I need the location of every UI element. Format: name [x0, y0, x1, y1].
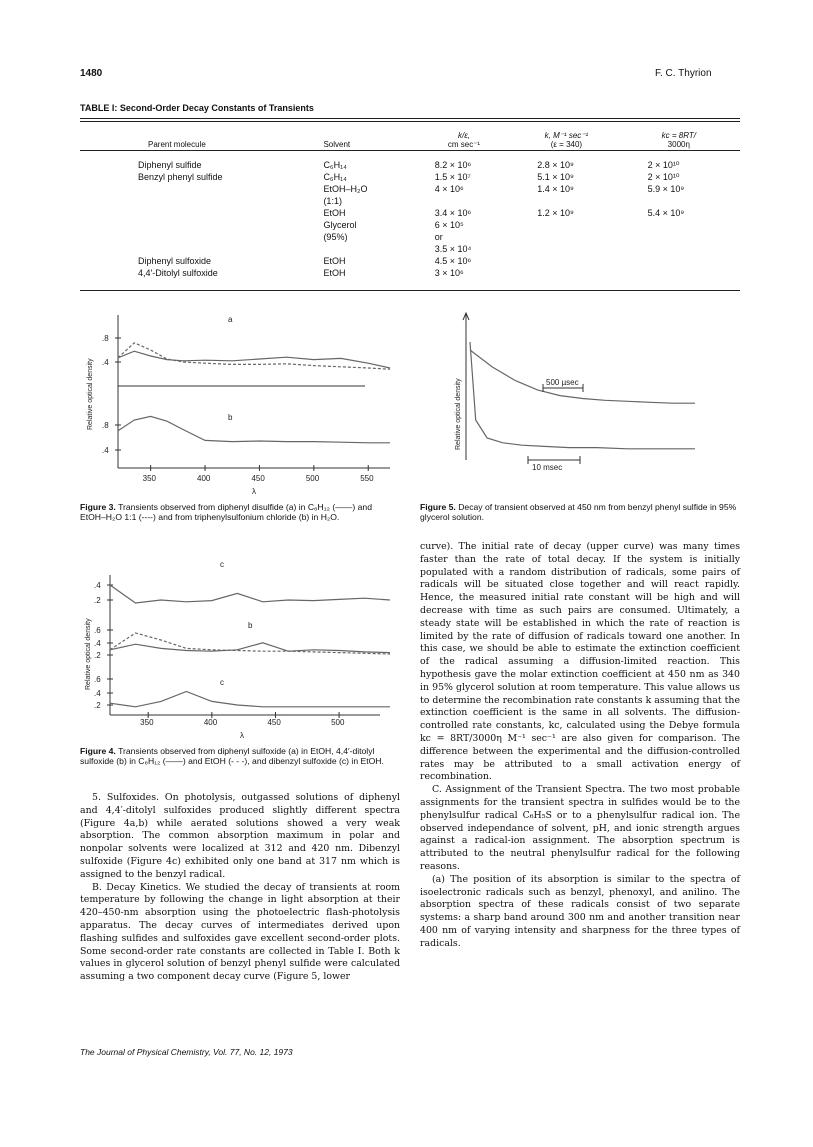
table-cell: Benzyl phenyl sulfide	[138, 172, 223, 182]
right-column-text	[420, 541, 740, 951]
table-row	[80, 267, 740, 279]
series-line-dashed-a	[118, 343, 390, 369]
series-line-upper	[470, 350, 695, 403]
y-tick-label: .8	[102, 421, 109, 430]
panel-label-b: b	[248, 621, 253, 630]
table-cell: 8.2 × 10⁶	[434, 160, 472, 170]
table-cell	[618, 231, 740, 243]
col-kc: kc = 8RT/ 3000η	[661, 131, 696, 149]
table-row	[80, 207, 740, 219]
x-tick-label: 450	[267, 718, 281, 727]
x-tick-label: 550	[360, 474, 374, 483]
figure-5-chart	[450, 310, 700, 498]
table-bottom-rule	[80, 290, 740, 291]
series-line-c	[110, 692, 390, 707]
table-cell: C₆H₁₄	[323, 172, 347, 182]
table-cell: 2 × 10¹⁰	[647, 160, 680, 170]
paragraph: B. Decay Kinetics. We studied the decay of transients at room temperature by following the change in light absorption at their 420–450-nm absorption using the photoelectric flash-photolysis apparatus. The decay curves of intermediates derived upon flashing sulfides and sulfoxides gave excellent second-order plots. Some second-order rate constants are collected in Table I. Both k values in glycerol solution of benzyl phenyl sulfide were calculated assuming a two component decay curve (Figure 5, lower	[80, 881, 400, 983]
table-cell	[515, 231, 617, 243]
panel-label-a: c	[220, 560, 224, 569]
table-top-rule	[80, 118, 740, 119]
table-cell	[291, 243, 412, 255]
paragraph: C. Assignment of the Transient Spectra. The two most probable assignments for the transient spectra in sulfides would be to the phenylsulfur radical C₆H₅S or to a phenylsulfur radical ion. The observed independance of solvent, pH, and ionic strength argues against a radical-ion assignment. The absorption spectrum is attributed to the neutral phenylsulfur radical for the following reasons.	[420, 784, 740, 872]
x-tick-label: 350	[140, 718, 154, 727]
paragraph: 5. Sulfoxides. On photolysis, outgassed solutions of diphenyl and 4,4′-ditolyl sulfoxides produced slightly different spectra (Figure 4a,b) while aerated solutions showed a very weak absorption. The common absorption maximum in polar and nonpolar solvents were localized at 312 and 420 nm. Dibenzyl sulfoxide (Figure 4c) exhibited only one band at 317 nm which is assigned to the benzyl radical.	[80, 792, 400, 880]
table-cell: 2 × 10¹⁰	[647, 172, 680, 182]
table-row	[80, 149, 740, 171]
y-tick-label: .8	[102, 334, 109, 343]
figure-3-chart	[80, 310, 400, 498]
figure-4-chart	[80, 555, 400, 745]
table-cell	[515, 243, 617, 255]
table-cell: EtOH–H₂O	[323, 184, 368, 194]
y-axis-label: Relative optical density	[455, 378, 462, 450]
page-number: 1480	[80, 68, 103, 79]
paragraph: curve). The initial rate of decay (upper curve) was many times faster than the rate of total decay. If the system is initially populated with a random distribution of radicals, some pairs of radicals will be situated close together and will react rapidly. Hence, the measured initial rate constant will be high and will decrease with time as such pairs are consumed. Ultimately, a steady state will be established in which the rate of reaction is limited by the rate of diffusion of radicals toward one another. In this case, we should be able to estimate the extinction coefficient of the radical assuming a diffusion-limited reaction. This hypothesis gave the molar extinction coefficient at 450 nm as 340 in 95% glycerol solution at room temperature. This value allows us to determine the recombination rate constants k assuming that the extinction coefficient is the same in all solvents. The diffusion-controlled rate constants, kc, calculated using the Debye formula kc = 8RT/3000η M⁻¹ sec⁻¹ are also given for comparison. The difference between the experimental and the diffusion-controlled rates may be attributed to a small activation energy of recombination.	[420, 541, 740, 783]
paragraph: (a) The position of its absorption is similar to the spectra of isoelectronic radicals such as benzyl, phenoxyl, and anilino. The absorption spectra of these radicals consist of two separate systems: a sharp band around 300 nm and another transition near 400 nm of varying intensity and sharpness for the three types of radicals.	[420, 873, 740, 949]
table-row	[80, 243, 740, 255]
table-cell: 1.2 × 10⁹	[537, 208, 574, 218]
table-title: TABLE I: Second-Order Decay Constants of Transients	[80, 103, 314, 113]
table-cell: 4,4′-Ditolyl sulfoxide	[138, 268, 218, 278]
table-cell	[80, 207, 291, 219]
table-cell: 5.9 × 10⁹	[647, 184, 685, 194]
table-cell	[515, 267, 617, 279]
table-cell	[618, 195, 740, 207]
x-tick-label: 400	[203, 718, 218, 727]
figure-4-caption: Figure 4. Transients observed from diphenyl sulfoxide (a) in EtOH, 4,4′-ditolyl sulfoxide (b) in C₆H₁₂ (——) and EtOH (- - -), and dibenzyl sulfoxide (c) in EtOH.	[80, 746, 384, 766]
y-tick-label: .6	[94, 675, 101, 684]
table-row	[80, 255, 740, 267]
table-top-rule-2	[80, 121, 740, 122]
table-cell: 3.4 × 10⁶	[434, 208, 472, 218]
series-line-b	[118, 416, 390, 442]
table-cell: 1.5 × 10⁷	[434, 172, 471, 182]
scale-label-500us: 500 µsec	[546, 378, 579, 387]
x-axis-label: λ	[252, 487, 256, 496]
table-cell: (95%)	[323, 232, 348, 242]
table-cell	[80, 219, 291, 231]
table-cell	[80, 231, 291, 243]
table-cell	[515, 219, 617, 231]
series-line-solid-a	[118, 351, 390, 368]
series-line-a	[110, 585, 390, 603]
panel-label-b: b	[228, 413, 233, 422]
table-cell: 4 × 10⁶	[434, 184, 464, 194]
table-cell: EtOH	[323, 208, 346, 218]
scale-label-10ms: 10 msec	[532, 463, 563, 472]
table-cell: 5.4 × 10⁹	[647, 208, 685, 218]
y-tick-label: .2	[94, 651, 101, 660]
panel-label-c: c	[220, 678, 224, 687]
x-tick-label: 400	[197, 474, 211, 483]
table-cell: Diphenyl sulfoxide	[138, 256, 212, 266]
table-cell: C₆H₁₄	[323, 160, 347, 170]
y-tick-label: .4	[102, 358, 109, 367]
table-cell: 6 × 10⁵	[434, 220, 464, 230]
y-axis-label: Relative optical density	[85, 618, 92, 690]
table-row	[80, 195, 740, 207]
table-cell: 1.4 × 10⁹	[537, 184, 574, 194]
table-cell: or	[434, 232, 443, 242]
table-cell: 3.5 × 10⁴	[434, 244, 472, 254]
y-axis-label: Relative optical density	[87, 358, 94, 430]
table-cell: 2.8 × 10⁹	[537, 160, 574, 170]
table-cell	[618, 267, 740, 279]
col-parent-molecule: Parent molecule	[148, 140, 206, 149]
y-tick-label: .6	[94, 626, 101, 635]
col-k-over-eps: k/ε, cm sec⁻¹	[447, 131, 481, 149]
x-tick-label: 450	[251, 474, 265, 483]
table-cell	[80, 195, 291, 207]
decay-constants-table	[80, 125, 740, 279]
series-line-lower	[470, 342, 695, 449]
table-cell	[618, 243, 740, 255]
table-cell: EtOH	[323, 268, 346, 278]
journal-footer: The Journal of Physical Chemistry, Vol. 77, No. 12, 1973	[80, 1047, 293, 1057]
y-tick-label: .2	[94, 701, 101, 710]
figure-5-caption: Figure 5. Decay of transient observed at 450 nm from benzyl phenyl sulfide in 95% glycerol solution.	[420, 502, 737, 522]
y-tick-label: .4	[102, 446, 109, 455]
table-cell	[618, 255, 740, 267]
left-column-text	[80, 792, 400, 984]
x-tick-label: 350	[142, 474, 156, 483]
table-cell: Diphenyl sulfide	[138, 160, 202, 170]
table-cell: Glycerol	[323, 220, 357, 230]
table-cell: EtOH	[323, 256, 346, 266]
table-row	[80, 171, 740, 183]
figure-3-caption: Figure 3. Transients observed from diphenyl disulfide (a) in C₆H₁₂ (——) and EtOH–H₂O 1:1 (----) and from triphenylsulfonium chloride (b) in H₂O.	[80, 502, 372, 522]
col-k: k, M⁻¹ sec⁻¹ (ε = 340)	[544, 131, 589, 149]
y-tick-label: .4	[94, 639, 101, 648]
panel-label-a: a	[228, 315, 233, 324]
x-tick-label: 500	[305, 474, 320, 483]
x-tick-label: 500	[331, 718, 345, 727]
y-tick-label: .4	[94, 581, 101, 590]
table-cell	[515, 195, 617, 207]
table-row	[80, 231, 740, 243]
col-solvent: Solvent	[323, 140, 351, 149]
table-cell	[80, 183, 291, 195]
x-axis-label: λ	[240, 731, 244, 740]
table-cell: (1:1)	[323, 196, 342, 206]
table-row	[80, 183, 740, 195]
table-cell	[515, 255, 617, 267]
table-cell: 3 × 10⁶	[434, 268, 464, 278]
table-cell	[618, 219, 740, 231]
running-author: F. C. Thyrion	[655, 68, 712, 79]
y-tick-label: .2	[94, 596, 101, 605]
table-row	[80, 219, 740, 231]
table-cell: 4.5 × 10⁶	[434, 256, 472, 266]
table-cell: 5.1 × 10⁹	[537, 172, 574, 182]
table-cell	[80, 243, 291, 255]
table-cell	[413, 195, 515, 207]
y-tick-label: .4	[94, 689, 101, 698]
